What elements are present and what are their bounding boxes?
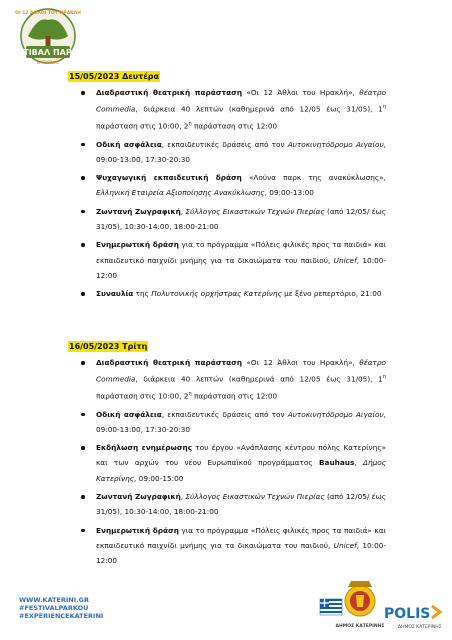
event-item xyxy=(81,440,386,486)
event-text: παράσταση στις 10:00, 2 xyxy=(96,121,189,131)
event-text: , 10:00-12:00 xyxy=(96,540,386,566)
event-text: της xyxy=(133,289,152,299)
event-text: η xyxy=(382,374,386,381)
event-text: «Οι 12 Άθλοι του Ηρακλή», xyxy=(242,88,360,97)
event-title: Διαδραστική θεατρική παράσταση xyxy=(96,88,243,97)
polis-logo xyxy=(382,600,444,632)
logo-main-text: ΦΕΣΤΙΒΑΛ ΠΑΡΚΟΥ xyxy=(5,48,91,57)
event-text: «Λούνα παρκ της ανακύκλωσης», xyxy=(241,173,386,183)
event-title: Ψυχαγωγική εκπαιδευτική δράση xyxy=(96,173,242,183)
event-organizer: θέατρο Commedia xyxy=(96,358,386,384)
event-organizer: Ελληνική Εταιρεία Αξιοποίησης Ανακύκλωσης xyxy=(96,188,265,198)
event-organizer: Αυτοκινητόδρομο Αιγαίου xyxy=(287,139,384,149)
event-text: η xyxy=(188,120,192,127)
event-organizer: Πολυτονικής ορχήστρας Κατερίνης xyxy=(151,289,282,299)
event-text: «Οι 12 Άθλοι του Ηρακλή», xyxy=(242,358,360,367)
event-item xyxy=(81,355,386,403)
event-organizer: Unicef xyxy=(333,255,357,265)
event-text: για το πρόγραμμα «Πόλεις φιλικές προς τα παιδιά» και εκπαιδευτικό παιχνίδι μνήμης για τα δικαιώματα του παιδιού, xyxy=(96,240,386,265)
event-text: , 09:00-15:00 xyxy=(134,473,184,483)
polis-text: POLIS xyxy=(384,606,431,622)
event-text: με ξένο ρεπερτόριο, 21:00 xyxy=(281,289,382,299)
event-organizer: Δήμος Κατερίνης xyxy=(96,458,386,483)
event-item xyxy=(81,286,386,301)
logo-sub-text: ΚΑΤΕΡΙΝΗΣ xyxy=(36,60,60,65)
event-text: , 09:00-13:00, 17:30-20:30 xyxy=(96,139,386,164)
footer-links xyxy=(19,596,103,620)
event-title: Ενημερωτική δράση xyxy=(96,240,179,250)
event-title: Εκδήλωση ενημέρωσης xyxy=(96,443,193,453)
event-organizer: Unicef xyxy=(333,540,357,550)
municipality-emblem xyxy=(320,575,384,637)
event-text: (από 12/05/ έως 31/05), 10:30-14:00, 18:00-21:00 xyxy=(96,206,387,232)
event-item xyxy=(81,237,386,283)
event-title: Ζωντανή Ζωγραφική xyxy=(96,492,181,502)
event-text: (από 12/05/ έως 31/05), 10:30-14:00, 18:00-21:00 xyxy=(96,492,387,517)
event-item xyxy=(81,137,386,167)
hashtag-festival: #FESTIVALPARKOU xyxy=(19,604,89,612)
event-item xyxy=(81,523,386,569)
event-text: , 09:00-13:00 xyxy=(264,188,314,198)
event-organizer: Αυτοκινητόδρομο Αιγαίου xyxy=(287,409,384,419)
event-text: , διάρκεια 40 λεπτών (καθημερινά από 12/05 έως 31/05), 1 xyxy=(135,374,383,384)
event-item xyxy=(81,407,386,437)
event-title: Συναυλία xyxy=(96,289,134,299)
event-text: για το πρόγραμμα «Πόλεις φιλικές προς τα παιδιά» και εκπαιδευτικό παιχνίδι μνήμης για τα δικαιώματα του παιδιού, xyxy=(96,525,386,550)
event-text: παράσταση στις 12:00 xyxy=(191,391,278,401)
event-title: Οδική ασφάλεια xyxy=(96,409,162,419)
event-title: Οδική ασφάλεια xyxy=(96,139,162,149)
event-text: , 10:00-12:00 xyxy=(96,255,386,280)
chevron-right-icon xyxy=(432,606,440,618)
municipality-caption: ΔΗΜΟΣ ΚΑΤΕΡΙΝΗΣ xyxy=(335,624,385,629)
website-link[interactable]: WWW.KATERINI.GR xyxy=(19,596,89,604)
event-title: Διαδραστική θεατρική παράσταση xyxy=(96,358,243,367)
event-text: , xyxy=(354,458,363,468)
event-item xyxy=(81,204,386,234)
polis-caption: ΔΗΜΟΣ ΚΑΤΕΡΙΝΗΣ xyxy=(398,625,442,630)
event-item xyxy=(81,85,386,133)
greek-flag-icon xyxy=(320,599,342,615)
event-list xyxy=(81,355,386,571)
logo-top-text: ΟΙ 12 ΑΘΛΟΙ ΤΟΥ ΗΡΑΚΛΗ xyxy=(15,11,81,16)
hashtag-experience: #EXPERIENCEKATERINI xyxy=(19,612,104,620)
event-list xyxy=(81,85,386,305)
event-text: , xyxy=(180,492,186,502)
day-header: 16/05/2023 Τρίτη xyxy=(69,342,148,351)
event-text: η xyxy=(188,390,192,397)
festival-logo xyxy=(5,6,91,72)
event-organizer: θέατρο Commedia xyxy=(96,88,386,114)
event-title: Ενημερωτική δράση xyxy=(96,525,179,535)
day-header: 15/05/2023 Δευτέρα xyxy=(69,72,159,81)
event-text: παράσταση στις 12:00 xyxy=(191,121,278,131)
event-organizer: Σύλλογος Εικαστικών Τεχνών Πιερίας xyxy=(185,492,325,502)
event-text: , xyxy=(180,206,186,216)
event-text: , διάρκεια 40 λεπτών (καθημερινά από 12/05 έως 31/05), 1 xyxy=(135,104,383,114)
event-item xyxy=(81,170,386,200)
event-title: Ζωντανή Ζωγραφική xyxy=(96,206,181,216)
event-text: παράσταση στις 10:00, 2 xyxy=(96,391,189,401)
event-text: , 09:00-13:00, 17:30-20:30 xyxy=(96,409,386,434)
event-title: Bauhaus xyxy=(318,458,355,468)
event-text: , εκπαιδευτικές δράσεις από τον xyxy=(161,409,288,419)
event-text: , εκπαιδευτικές δράσεις από τον xyxy=(161,139,288,149)
event-text: του έργου «Ανάπλασης κέντρου πόλης Κατερίνης» και των αρχών του νέου Ευρωπαϊκού προγράμματος xyxy=(96,443,386,468)
event-organizer: Σύλλογος Εικαστικών Τεχνών Πιερίας xyxy=(185,206,325,216)
event-item xyxy=(81,489,386,519)
municipality-seal-icon xyxy=(345,581,375,616)
event-text: η xyxy=(382,104,386,111)
